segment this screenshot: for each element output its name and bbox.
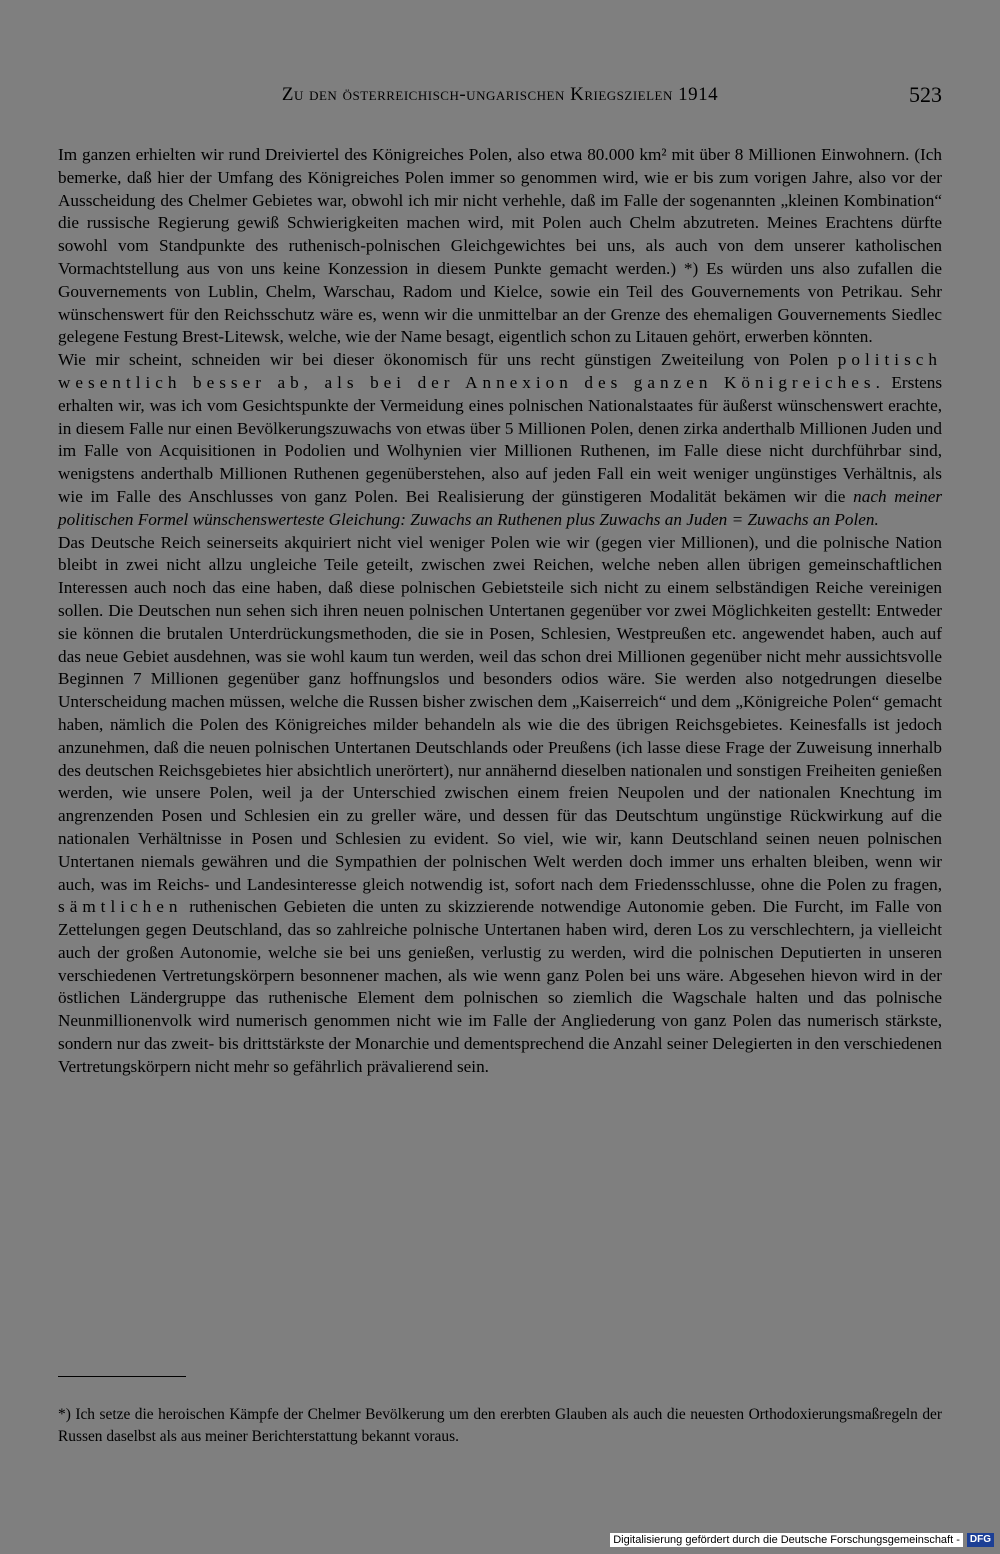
running-title: Zu den österreichisch-ungarischen Kriegszielen 1914 [281, 84, 719, 105]
paragraph-3-text-b: ruthenischen Gebieten die unten zu skizzierende notwendige Autonomie geben. Die Furcht, im Falle von Zettelungen gegen Deutschland, das so zahlreiche polnische Untertanen haben wird, deren Los zu verschlechtern, ja vielleicht auch der großen Autonomie, welche sie bei uns genießen, verlustig zu werden, wird die polnischen Deputierten in unseren verschiedenen Vertretungskörpern besonnener machen, als wie wenn ganz Polen bei uns wäre. Abgesehen hievon wird in der östlichen Ländergruppe das ruthenische Element dem polnischen so ziemlich die Wagschale halten und das polnische Neunmillionenvolk wird numerisch genommen nicht wie im Falle der Angliederung von ganz Polen das numerisch stärkste, sondern nur das zweit- bis drittstärkste der Monarchie und dementsprechend die Anzahl seiner Delegierten in den verschiedenen Vertretungskörpern nicht mehr so gefährlich prävalierend sein. [58, 897, 942, 1076]
paragraph-1: Im ganzen erhielten wir rund Dreiviertel des Königreiches Polen, also etwa 80.000 km² mit über 8 Millionen Einwohnern. (Ich bemerke, daß hier der Umfang des Königreiches Polen immer so genommen wird, wie er bis zum vorigen Jahre, also vor der Ausscheidung des Chelmer Gebietes war, obwohl ich mir nicht verhehle, daß im Falle der sogenannten „kleinen Kombination“ die russische Regierung gewiß Schwierigkeiten machen wird, mit Polen auch Chelm abzutreten. Meines Erachtens dürfte sowohl vom Standpunkte des ruthenisch-polnischen Gleichgewichtes bei uns, als auch von dem unserer katholischen Vormachtstellung aus von uns keine Konzession in diesem Punkte gemacht werden.) *) Es würden uns also zufallen die Gouvernements von Lublin, Chelm, Warschau, Radom und Kielce, sowie ein Teil des Gouvernements von Petrikau. Sehr wünschenswert für den Reichsschutz wäre es, wenn wir die unmittelbar an der Grenze des ehemaligen Gouvernements Siedlec gelegene Festung Brest-Litewsk, welche, wie der Name besagt, eigentlich schon zu Litauen gehört, erwerben könnten. [58, 145, 942, 347]
paragraph-2-text-a: Wie mir scheint, schneiden wir bei dieser ökonomisch für uns recht günstigen Zweiteilung von Polen [58, 350, 829, 370]
body-text [58, 144, 942, 1079]
paragraph-2-text-b: Erstens erhalten wir, was ich vom Gesichtspunkte der Vermeidung eines polnischen Nationalstaates für äußerst wünschenswert erachte, in diesem Falle nur einen Bevölkerungszuwachs von etwas über 5 Millionen Polen, denen zirka anderthalb Millionen Juden und im Falle von Acquisitionen in Podolien und Wolhynien vier Millionen Ruthenen, im Falle diese nicht durchführbar sind, wenigstens anderthalb Millionen Ruthenen gegenüberstehen, also auf jeden Fall ein weit weniger ungünstiges Verhältnis, als wie im Falle des Anschlusses von ganz Polen. Bei Realisierung der günstigeren Modalität bekämen wir die [58, 372, 943, 506]
paragraph-3-emphasis: sämtlichen [58, 897, 183, 917]
footnote-divider [58, 1376, 186, 1377]
paragraph-2 [58, 349, 942, 531]
paragraph-3-text-a: Das Deutsche Reich seinerseits akquiriert nicht viel weniger Polen wie wir (gegen vier Millionen), und die polnische Nation bleibt in zwei nicht allzu ungleiche Teile geteilt, zwischen zwei Reichen, welche neben allen übrigen gemeinschaftlichen Interessen auch noch das eine haben, daß diese polnischen Gebietsteile sich nicht zu einem selbständigen Reiche vereinigen sollen. Die Deutschen nun sehen sich ihren neuen polnischen Untertanen gegenüber vor zwei Möglichkeiten gestellt: Entweder sie können die brutalen Unterdrückungsmethoden, die sie in Posen, Schlesien, Westpreußen etc. angewendet haben, auch auf das neue Gebiet ausdehnen, was sie wohl kaum tun werden, weil das schon drei Millionen gegenüber nicht mehr aussichtsvolle Beginnen 7 Millionen gegenüber ganz hoffnungslos und besonders odios wäre. Sie werden also notgedrungen dieselbe Unterscheidung machen müssen, welche die Russen bisher zwischen dem „Kaiserreich“ und dem „Königreiche Polen“ gemacht haben, nämlich die Polen des Königreiches milder behandeln als wie die des übrigen Reichsgebietes. Keinesfalls ist jedoch anzunehmen, daß die neuen polnischen Untertanen Deutschlands oder Preußens (ich lasse diese Frage der Zuweisung innerhalb des deutschen Reichsgebietes hier absichtlich unerörtert), nur annähernd dieselben nationalen und sonstigen Freiheiten genießen werden, wie unsere Polen, weil ja der Unterschied zwischen einem freien Neupolen und der nationalen Knechtung im angrenzenden Posen und Schlesien ein zu greller wäre, und dessen für das Deutschtum ungünstige Rückwirkung auf die nationalen Verhältnisse in Posen und Schlesien zu evident. So viel, wie wir, kann Deutschland seinen neuen polnischen Untertanen niemals gewähren und die Sympathien der polnischen Welt werden doch immer uns erhalten bleiben, wenn wir auch, was im Reichs- und Landesinteresse gleich notwendig ist, sofort nach dem Friedensschlusse, ohne die Polen zu fragen, [58, 532, 942, 894]
paragraph-2-emphasis: politisch wesentlich besser ab, als bei der Annexion des ganzen Königreiches. [58, 350, 942, 392]
credit-text: Digitalisierung gefördert durch die Deutsche Forschungsgemeinschaft - [610, 1533, 963, 1547]
paragraph-3 [58, 532, 942, 1079]
dfg-logo-icon: DFG [967, 1533, 994, 1547]
paragraph-2-formula: nach meiner politischen Formel wünschenswerteste Gleichung: Zuwachs an Ruthenen plus Zuwachs an Juden = Zuwachs an Polen. [58, 486, 943, 529]
page-header [58, 84, 942, 116]
digitization-credit [610, 1532, 994, 1548]
page-number: 523 [909, 82, 942, 107]
footnote: *) Ich setze die heroischen Kämpfe der Chelmer Bevölkerung um den ererbten Glauben als auch die neuesten Orthodoxierungsmaßregeln der Russen daselbst als aus meiner Berichterstattung bekannt voraus. [58, 1406, 942, 1445]
